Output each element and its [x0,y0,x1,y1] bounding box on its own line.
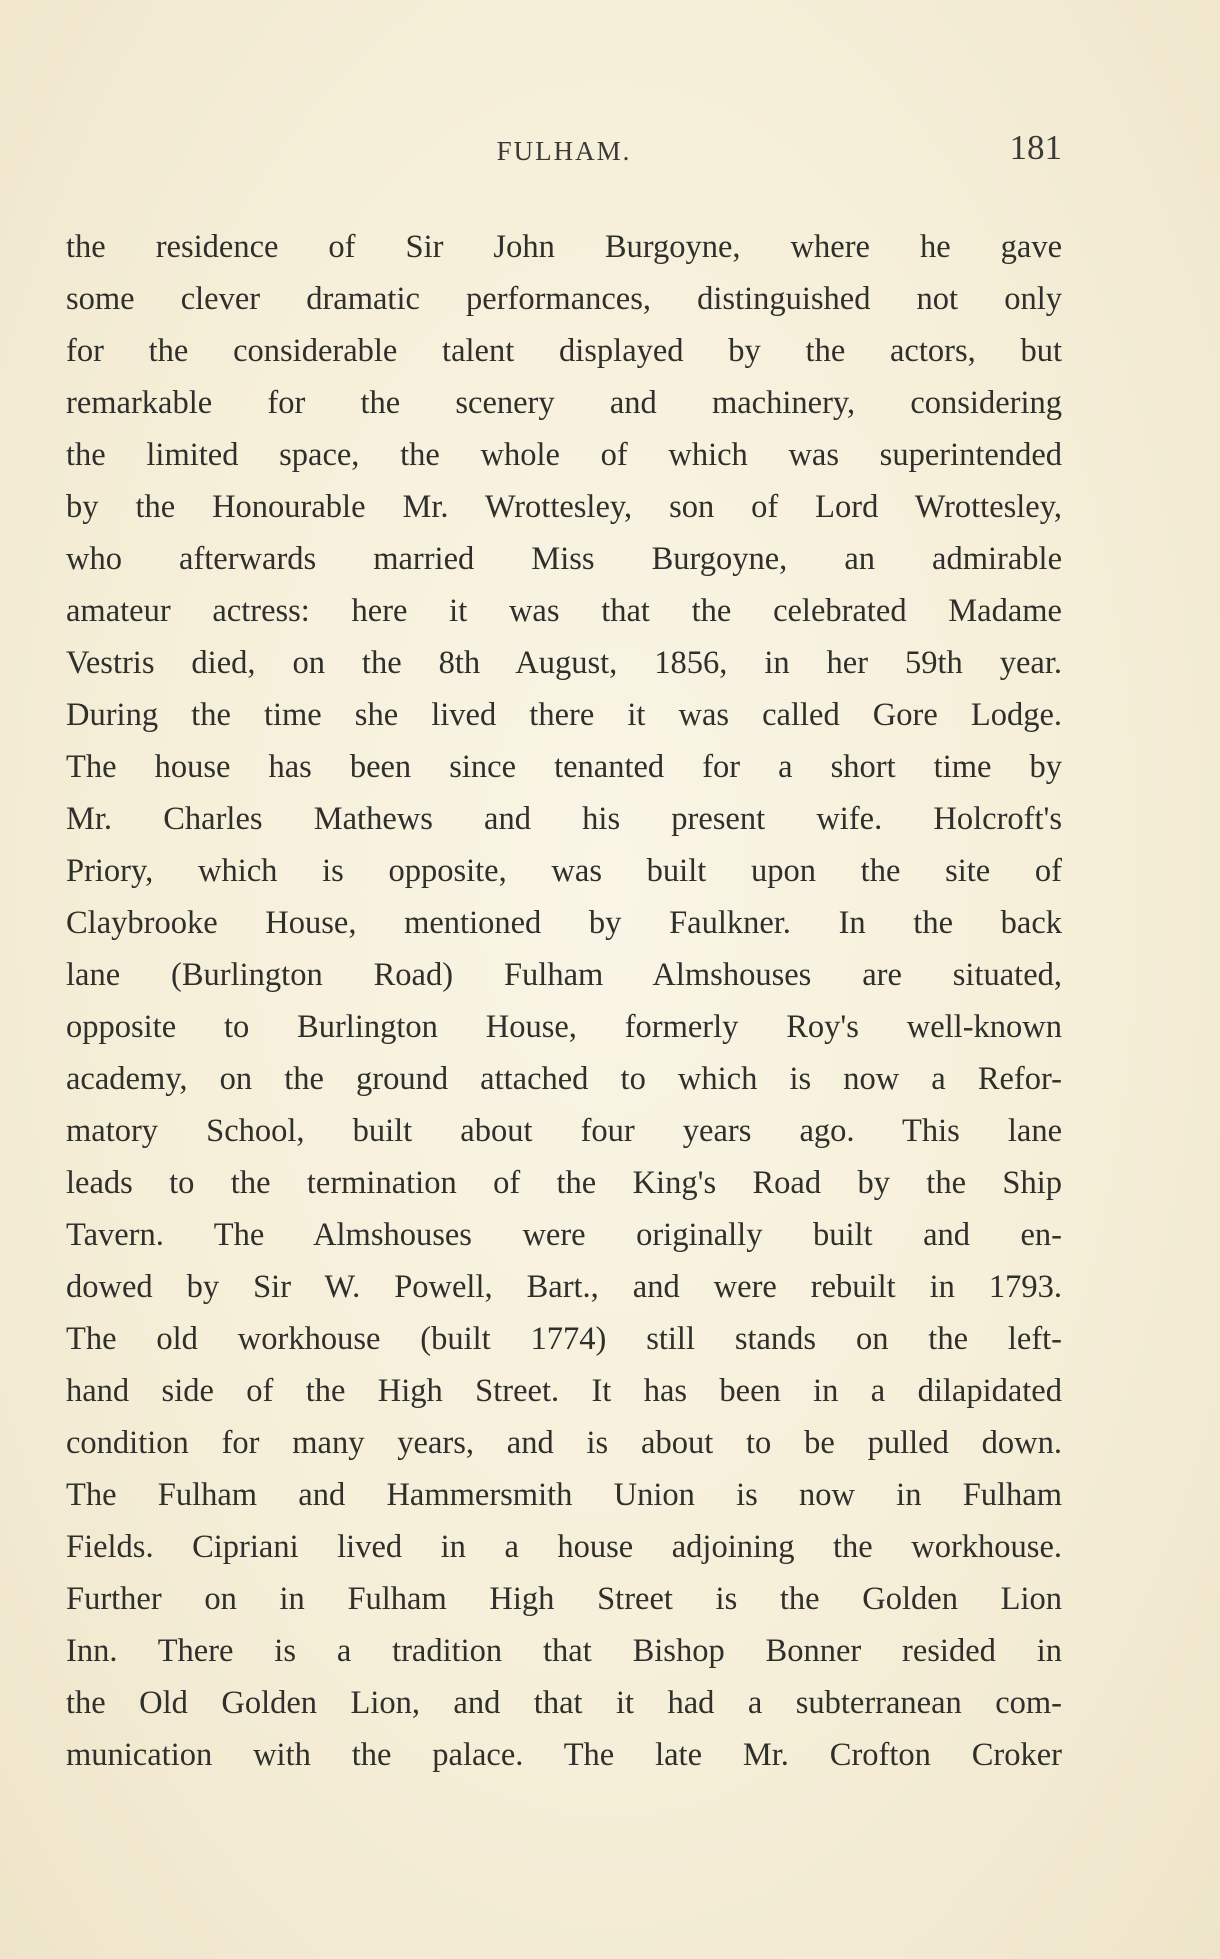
text-line: leads to the termination of the King's Road by the Ship [66,1165,1062,1201]
text-line: lane (Burlington Road) Fulham Almshouses are situated, [66,957,1062,993]
text-line: academy, on the ground attached to which is now a Refor- [66,1061,1062,1097]
text-line: opposite to Burlington House, formerly Roy's well-known [66,1009,1062,1045]
text-line: matory School, built about four years ago. This lane [66,1113,1062,1149]
text-line: Further on in Fulham High Street is the Golden Lion [66,1581,1062,1617]
text-line: the residence of Sir John Burgoyne, where he gave [66,229,1062,265]
page-number: 181 [1009,128,1062,167]
text-line: remarkable for the scenery and machinery, considering [66,385,1062,421]
text-line: for the considerable talent displayed by the actors, but [66,333,1062,369]
text-line: dowed by Sir W. Powell, Bart., and were rebuilt in 1793. [66,1269,1062,1305]
text-line: Vestris died, on the 8th August, 1856, in her 59th year. [66,645,1062,681]
page-header [66,128,1062,178]
text-line: who afterwards married Miss Burgoyne, an admirable [66,541,1062,577]
text-line: hand side of the High Street. It has been in a dilapidated [66,1373,1062,1409]
text-line: The Fulham and Hammersmith Union is now in Fulham [66,1477,1062,1513]
text-line: The house has been since tenanted for a short time by [66,749,1062,785]
text-line: some clever dramatic performances, distinguished not only [66,281,1062,317]
text-line: Inn. There is a tradition that Bishop Bonner resided in [66,1633,1062,1669]
text-line: amateur actress: here it was that the celebrated Madame [66,593,1062,629]
text-line: Mr. Charles Mathews and his present wife. Holcroft's [66,801,1062,837]
text-line: the Old Golden Lion, and that it had a subterranean com- [66,1685,1062,1721]
text-line: Priory, which is opposite, was built upon the site of [66,853,1062,889]
body-text [66,221,1062,1781]
text-line: the limited space, the whole of which was superintended [66,437,1062,473]
running-head: FULHAM. [496,136,632,166]
text-line: The old workhouse (built 1774) still stands on the left- [66,1321,1062,1357]
text-line: Fields. Cipriani lived in a house adjoining the workhouse. [66,1529,1062,1565]
text-line: Tavern. The Almshouses were originally built and en- [66,1217,1062,1253]
text-line: During the time she lived there it was called Gore Lodge. [66,697,1062,733]
text-line: munication with the palace. The late Mr. Crofton Croker [66,1737,1062,1773]
text-line: by the Honourable Mr. Wrottesley, son of Lord Wrottesley, [66,489,1062,525]
text-line: condition for many years, and is about to be pulled down. [66,1425,1062,1461]
text-line: Claybrooke House, mentioned by Faulkner. In the back [66,905,1062,941]
